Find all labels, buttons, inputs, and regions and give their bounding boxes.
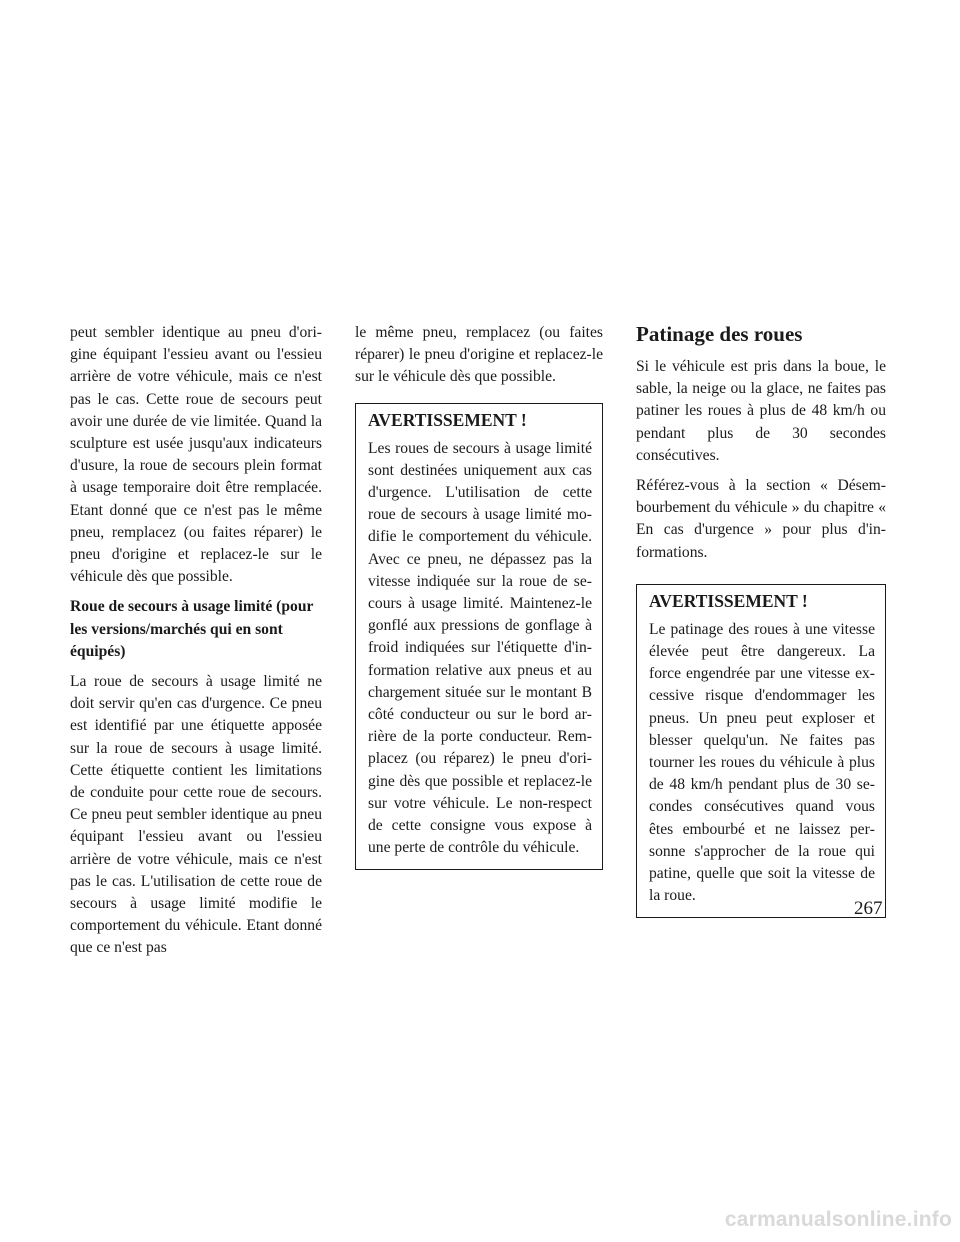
wheel-spin-section-title: Patinage des roues	[636, 322, 803, 346]
page-number: 267	[854, 898, 883, 919]
wheel-spin-warning-box	[636, 584, 886, 919]
right-column	[636, 322, 886, 932]
warning-text: Le patinage des roues à une vitesse élevée peut être dangereux. La force engendrée par une vitesse excessive risque d'endommager les pneus. Un pneu peut exploser et blesser quelqu'un. Ne faites pas tourner les roues du véhicule à plus de 48 km/h pendant plus de 30 secondes consécutives quand vous êtes embourbé et ne laissez personne s'approcher de la roue qui patine, quelle que soit la vitesse de la roue.	[649, 620, 875, 905]
limited-use-spare-subheading: Roue de secours à usage limité (pour les versions/marchés qui en sont équipés)	[70, 598, 314, 660]
spare-tire-continuation-paragraph: peut sembler identique au pneu d'origine équipant l'essieu avant ou l'essieu arrière de votre véhicule, mais ce n'est pas le cas. Cette roue de secours peut avoir une durée de vie limitée. Quand la sculpture est usée jusqu'aux indicateurs d'usure, la roue de secours plein format à usage temporaire doit être remplacée. Etant donné que ce n'est pas le même pneu, remplacez (ou faites réparer) le pneu d'origine et replacez-le sur le véhicule dès que possible.	[70, 324, 322, 586]
limited-use-spare-paragraph: La roue de secours à usage limité ne doit servir qu'en cas d'urgence. Ce pneu est identifié par une étiquette apposée sur la roue de secours à usage limité. Cette étiquette contient les limitations de conduite pour cette roue de secours. Ce pneu peut sembler identique au pneu équipant l'essieu avant ou l'essieu arrière de votre véhicule, mais ce n'est pas le cas. L'utilisation de cette roue de secours à usage limité modifie le comportement du véhicule. Etant donné que ce n'est pas	[70, 673, 322, 957]
spare-tire-warning-box	[355, 403, 603, 871]
replace-tire-paragraph: le même pneu, remplacez (ou faites réparer) le pneu d'origine et replacez-le sur le véhicule dès que possible.	[355, 324, 603, 386]
watermark: carmanualsonline.info	[724, 1208, 952, 1231]
freeing-vehicle-reference-paragraph: Référez-vous à la section « Désembourbement du véhicule » du chapitre « En cas d'urgence » pour plus d'informations.	[636, 477, 886, 561]
warning-title: AVERTISSEMENT !	[368, 409, 527, 430]
warning-text: Les roues de secours à usage limité sont destinées uniquement aux cas d'urgence. L'utilisation de cette roue de secours à usage limité modifie le comportement du véhicule. Avec ce pneu, ne dépassez pas la vitesse indiquée sur la roue de secours à usage limité. Maintenez-le gonflé aux pressions de gonflage à froid indiquées sur l'étiquette d'information relative aux pneus et au chargement située sur le montant B côté conducteur ou sur le bord arrière de la porte conducteur. Remplacez (ou réparez) le pneu d'origine dès que possible et replacez-le sur votre véhicule. Le non-respect de cette consigne vous expose à une perte de contrôle du véhicule.	[368, 439, 592, 857]
middle-column	[355, 322, 603, 884]
left-column	[70, 322, 322, 968]
wheel-spin-paragraph: Si le véhicule est pris dans la boue, le sable, la neige ou la glace, ne faites pas patiner les roues à plus de 48 km/h ou pendant plus de 30 secondes consécutives.	[636, 358, 886, 464]
warning-title: AVERTISSEMENT !	[649, 590, 808, 611]
